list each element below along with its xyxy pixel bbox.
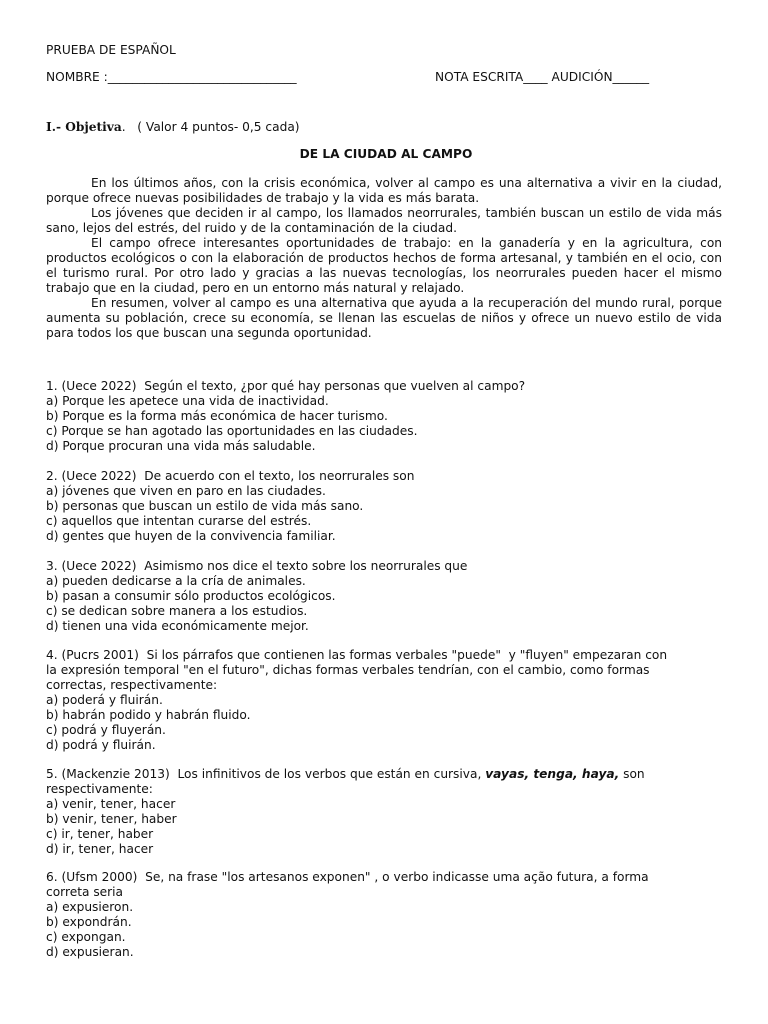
- question-5: [46, 767, 726, 857]
- question-2: [46, 469, 726, 544]
- option-c[interactable]: c) aquellos que intentan curarse del estrés.: [46, 514, 312, 528]
- option-d[interactable]: d) expusieran.: [46, 945, 134, 959]
- section-heading-label: I.- Objetiva: [46, 120, 122, 134]
- question-stem: 3. (Uece 2022) Asimismo nos dice el texto sobre los neorrurales que: [46, 559, 468, 573]
- reading-paragraph: En los últimos años, con la crisis económica, volver al campo es una alternativa a vivir en la ciudad, porque ofrece nuevas posibilidades de trabajo y la vida es más barata.: [46, 176, 722, 205]
- question-1: [46, 379, 726, 454]
- question-4: [46, 648, 726, 753]
- question-stem: 5. (Mackenzie 2013) Los infinitivos de los verbos que están en cursiva, vayas, tenga, haya, son: [46, 767, 645, 781]
- option-d[interactable]: d) ir, tener, hacer: [46, 842, 154, 856]
- question-number: 4.: [46, 648, 58, 662]
- question-stem-line: correta seria: [46, 885, 124, 899]
- option-a[interactable]: a) pueden dedicarse a la cría de animales.: [46, 574, 306, 588]
- option-a[interactable]: a) expusieron.: [46, 900, 134, 914]
- section-heading-dot: .: [121, 120, 126, 134]
- option-a[interactable]: a) poderá y fluirán.: [46, 693, 163, 707]
- question-stem: 4. (Pucrs 2001) Si los párrafos que contienen las formas verbales "puede" y "fluyen" empezaran con: [46, 648, 668, 662]
- option-d[interactable]: d) podrá y fluirán.: [46, 738, 156, 752]
- question-6: [46, 870, 726, 960]
- option-c[interactable]: c) se dedican sobre manera a los estudios.: [46, 604, 308, 618]
- question-stem-line: respectivamente:: [46, 782, 153, 796]
- option-d[interactable]: d) gentes que huyen de la convivencia familiar.: [46, 529, 336, 543]
- option-b[interactable]: b) habrán podido y habrán fluido.: [46, 708, 251, 722]
- option-c[interactable]: c) Porque se han agotado las oportunidades en las ciudades.: [46, 424, 418, 438]
- question-stem-line: correctas, respectivamente:: [46, 678, 218, 692]
- option-b[interactable]: b) venir, tener, haber: [46, 812, 177, 826]
- question-number: 2.: [46, 469, 58, 483]
- option-d[interactable]: d) tienen una vida económicamente mejor.: [46, 619, 309, 633]
- italic-verbs: vayas, tenga, haya,: [485, 767, 620, 781]
- grade-field[interactable]: NOTA ESCRITA____ AUDICIÓN______: [435, 70, 650, 84]
- question-number: 5.: [46, 767, 58, 781]
- exam-title: PRUEBA DE ESPAÑOL: [46, 43, 176, 57]
- question-3: [46, 559, 726, 634]
- question-stem: 2. (Uece 2022) De acuerdo con el texto, los neorrurales son: [46, 469, 415, 483]
- name-field[interactable]: NOMBRE :_______________________________: [46, 70, 297, 84]
- question-number: 6.: [46, 870, 58, 884]
- reading-paragraph: El campo ofrece interesantes oportunidades de trabajo: en la ganadería y en la agricultura, con productos ecológicos o con la elaboración de productos hechos de forma artesanal, y también en el ocio, con el turismo rural. Por otro lado y gracias a las nuevas tecnologías, los neorrurales pueden hacer el mismo trabajo que en la ciudad, pero en un entorno más natural y relajado.: [46, 236, 722, 295]
- option-d[interactable]: d) Porque procuran una vida más saludable.: [46, 439, 316, 453]
- option-c[interactable]: c) podrá y fluyerán.: [46, 723, 166, 737]
- reading-title: DE LA CIUDAD AL CAMPO: [299, 147, 473, 161]
- question-number: 1.: [46, 379, 58, 393]
- question-number: 3.: [46, 559, 58, 573]
- question-stem-line: la expresión temporal "en el futuro", dichas formas verbales tendrían, con el cambio, como formas: [46, 663, 650, 677]
- question-stem: 6. (Ufsm 2000) Se, na frase "los artesanos exponen" , o verbo indicasse uma ação futura, a forma: [46, 870, 649, 884]
- option-a[interactable]: a) Porque les apetece una vida de inactividad.: [46, 394, 329, 408]
- option-b[interactable]: b) Porque es la forma más económica de hacer turismo.: [46, 409, 388, 423]
- option-b[interactable]: b) pasan a consumir sólo productos ecológicos.: [46, 589, 336, 603]
- option-b[interactable]: b) expondrán.: [46, 915, 132, 929]
- reading-paragraph: Los jóvenes que deciden ir al campo, los llamados neorrurales, también buscan un estilo de vida más sano, lejos del estrés, del ruido y de la contaminación de la ciudad.: [46, 206, 722, 235]
- option-c[interactable]: c) ir, tener, haber: [46, 827, 154, 841]
- section-heading: [46, 120, 300, 134]
- option-a[interactable]: a) jóvenes que viven en paro en las ciudades.: [46, 484, 326, 498]
- reading-paragraph: En resumen, volver al campo es una alternativa que ayuda a la recuperación del mundo rural, porque aumenta su población, crece su economía, se llenan las escuelas de niños y ofrece un nuevo estilo de vida para todos los que buscan una segunda oportunidad.: [46, 296, 722, 340]
- option-b[interactable]: b) personas que buscan un estilo de vida más sano.: [46, 499, 364, 513]
- section-value: ( Valor 4 puntos- 0,5 cada): [137, 120, 300, 134]
- reading-text: [46, 176, 722, 341]
- option-c[interactable]: c) expongan.: [46, 930, 126, 944]
- option-a[interactable]: a) venir, tener, hacer: [46, 797, 176, 811]
- question-stem: 1. (Uece 2022) Según el texto, ¿por qué hay personas que vuelven al campo?: [46, 379, 526, 393]
